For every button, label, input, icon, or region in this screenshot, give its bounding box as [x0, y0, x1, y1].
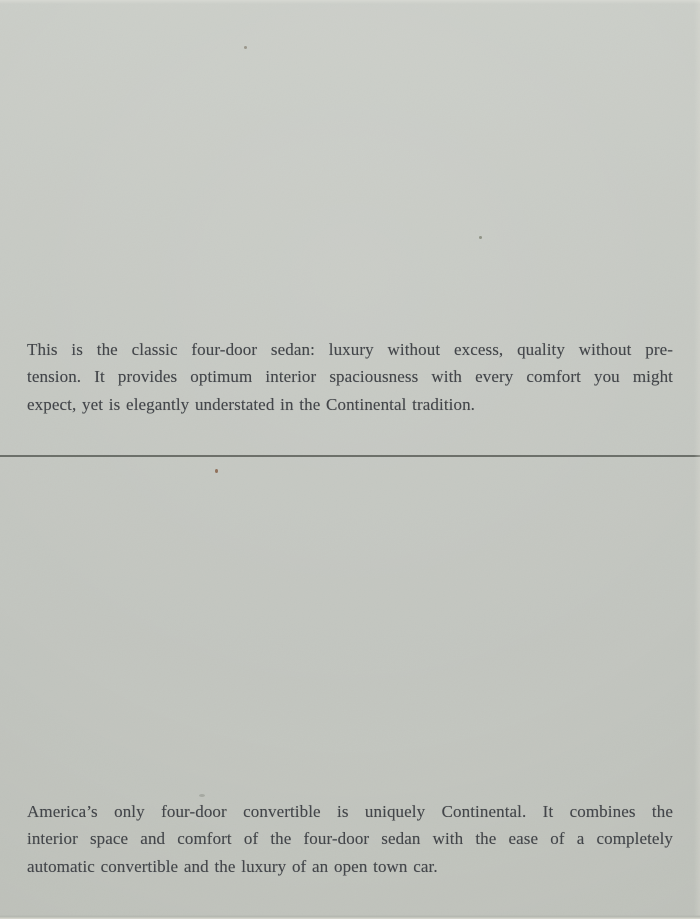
paper-speck — [244, 46, 247, 49]
paper-speck — [479, 236, 482, 239]
convertible-caption-line-2: interior space and comfort of the four-door sedan with the ease of a completely — [27, 829, 673, 849]
page-right-edge — [694, 0, 700, 919]
page-top-edge — [0, 0, 700, 4]
convertible-caption-line-3: automatic convertible and the luxury of an open town car. — [27, 856, 438, 876]
paper-speck — [199, 794, 205, 797]
convertible-caption-line-1: America’s only four-door convertible is uniquely Continental. It combines the — [27, 802, 673, 821]
paper-speck — [215, 469, 218, 473]
sedan-caption-line-1: This is the classic four-door sedan: luxury without excess, quality without pre- — [27, 340, 673, 359]
sedan-caption-line-2: tension. It provides optimum interior spaciousness with every comfort you might — [27, 367, 673, 387]
sedan-caption — [27, 336, 673, 418]
page-bottom-edge — [0, 915, 700, 919]
convertible-caption — [27, 798, 673, 880]
sedan-caption-line-3: expect, yet is elegantly understated in the Continental tradition. — [27, 394, 476, 414]
divider-rule — [0, 455, 700, 457]
